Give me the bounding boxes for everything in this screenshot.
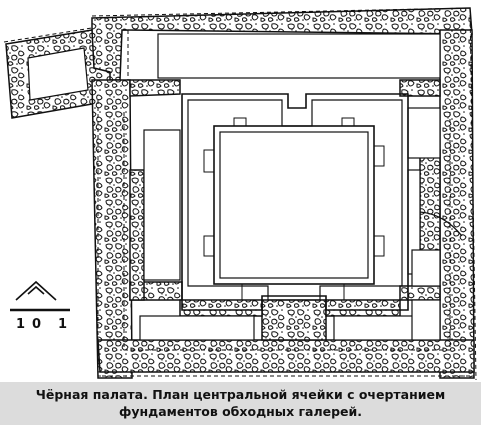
figure-caption: [0, 382, 481, 425]
caption-line-1: Чёрная палата. План центральной ячейки с очертанием: [35, 387, 446, 402]
central-cell: [182, 94, 408, 310]
scale-bar: [16, 317, 67, 332]
scale-label-left: 1: [16, 317, 26, 332]
caption-line-2: фундаментов обходных галерей.: [118, 404, 363, 419]
scale-label-center: 0: [32, 317, 42, 332]
scale-label-right: 1: [58, 317, 68, 332]
north-arrow-icon: [10, 282, 70, 310]
